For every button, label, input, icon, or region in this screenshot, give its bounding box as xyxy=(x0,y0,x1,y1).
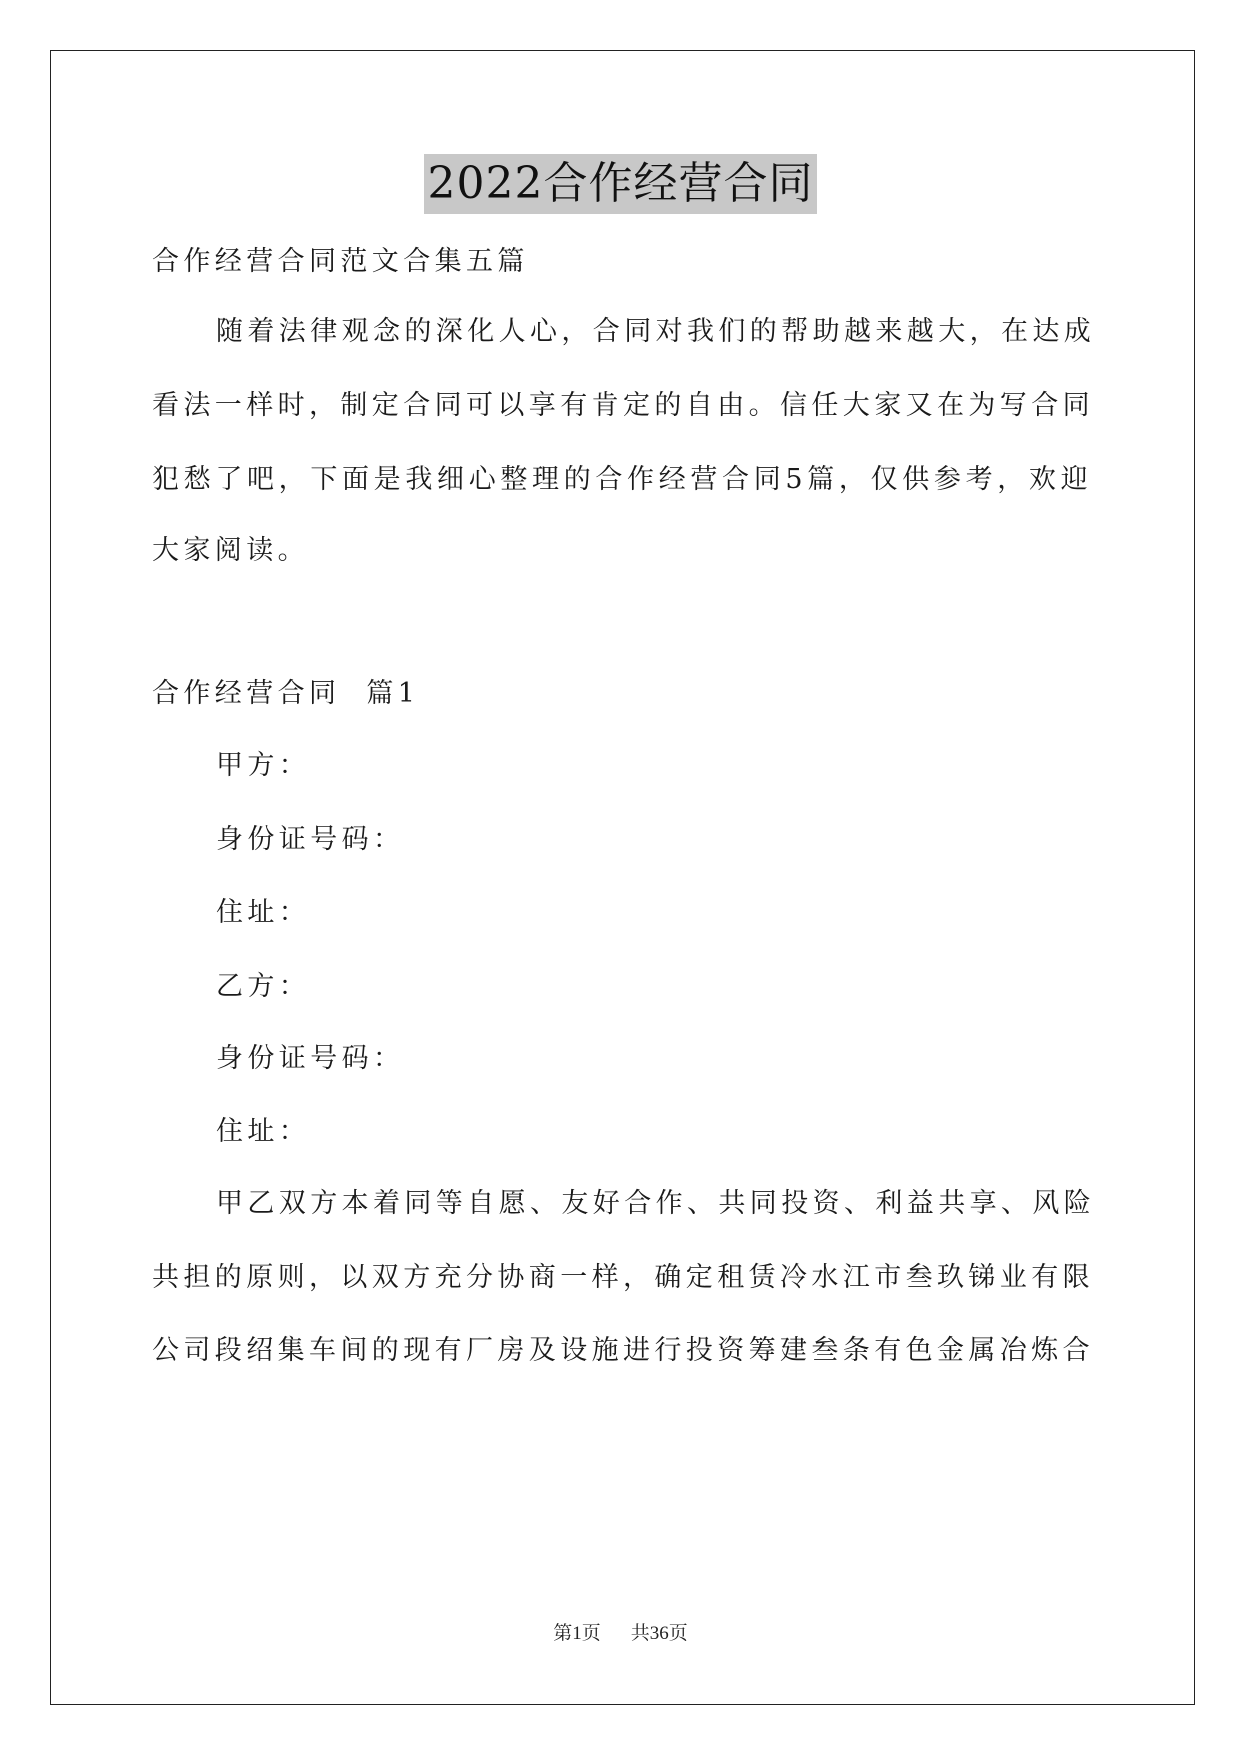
body-line-3: 公司段绍集车间的现有厂房及设施进行投资筹建叁条有色金属冶炼合 xyxy=(152,1335,1094,1366)
page-footer xyxy=(0,1622,1241,1646)
title-container xyxy=(0,154,1241,214)
party-a-address-label: 住址： xyxy=(216,897,311,928)
party-a-id-label: 身份证号码： xyxy=(216,824,405,855)
party-b-label: 乙方： xyxy=(216,971,311,1002)
intro-line-4: 大家阅读。 xyxy=(152,535,309,566)
subtitle: 合作经营合同范文合集五篇 xyxy=(152,246,529,277)
party-a-label: 甲方： xyxy=(216,750,311,781)
party-b-id-label: 身份证号码： xyxy=(216,1043,405,1074)
total-pages: 共36页 xyxy=(630,1623,688,1644)
intro-line-1: 随着法律观念的深化人心，合同对我们的帮助越来越大，在达成 xyxy=(216,316,1096,347)
page-border xyxy=(50,50,1195,1705)
document-title: 2022合作经营合同 xyxy=(424,154,818,214)
body-line-2: 共担的原则，以双方充分协商一样，确定租赁冷水江市叁玖锑业有限 xyxy=(152,1262,1094,1293)
section-heading: 合作经营合同 篇1 xyxy=(152,678,420,709)
body-line-1: 甲乙双方本着同等自愿、友好合作、共同投资、利益共享、风险 xyxy=(216,1188,1096,1219)
intro-line-2: 看法一样时，制定合同可以享有肯定的自由。信任大家又在为写合同 xyxy=(152,390,1094,421)
intro-line-3: 犯愁了吧，下面是我细心整理的合作经营合同5篇，仅供参考，欢迎 xyxy=(152,464,1092,495)
page-number: 第1页 xyxy=(553,1623,601,1644)
party-b-address-label: 住址： xyxy=(216,1116,311,1147)
